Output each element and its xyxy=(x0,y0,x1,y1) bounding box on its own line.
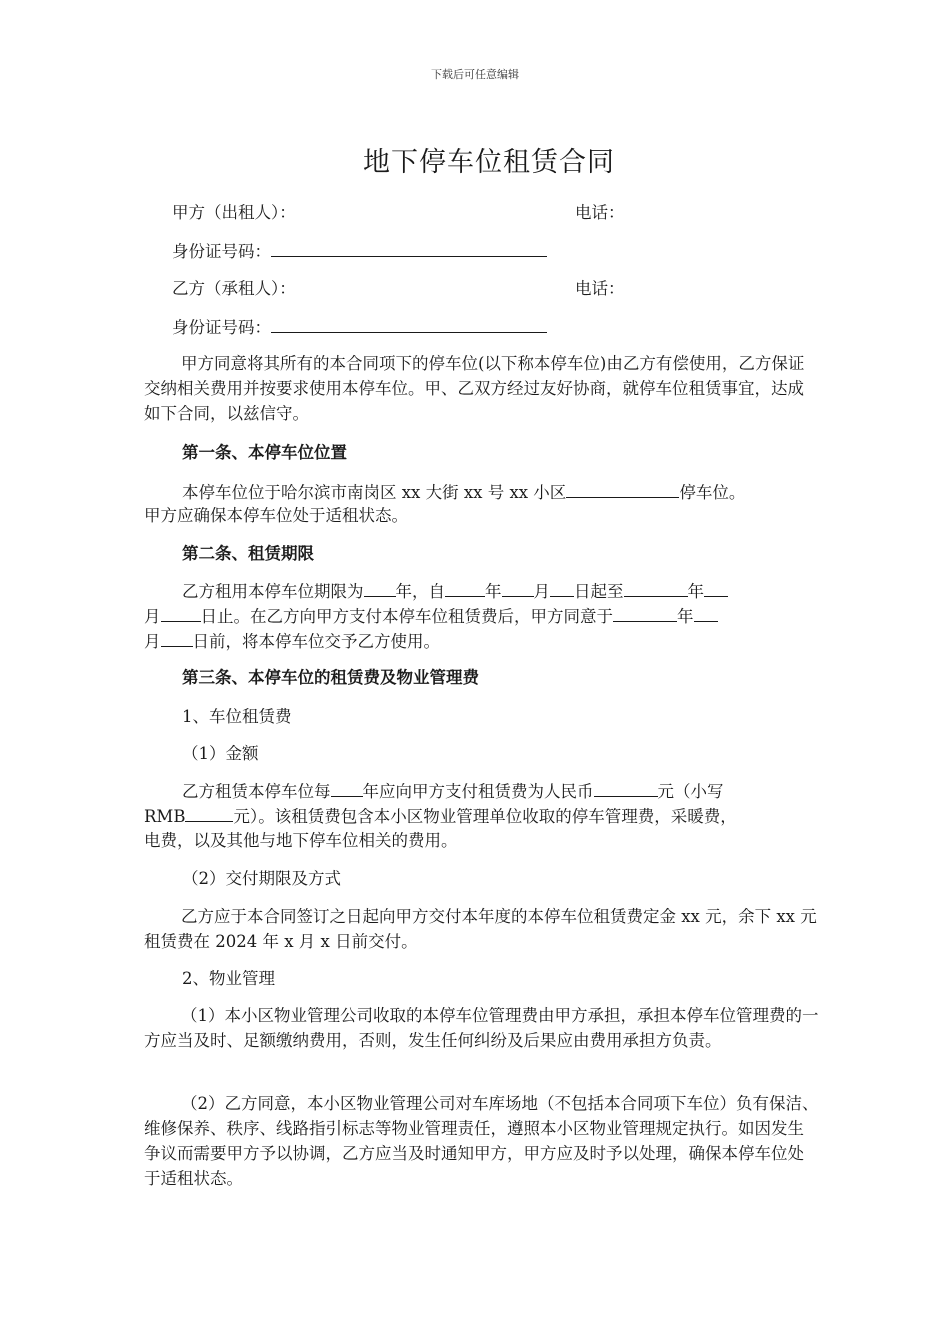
handover-year-blank[interactable] xyxy=(613,603,677,622)
start-year-blank[interactable] xyxy=(445,578,485,597)
section-2-2-paragraph: （2）乙方同意，本小区物业管理公司对车库场地（不包括本合同项下车位）负有保洁、维修保养、秩序、线路指引标志等物业管理责任，遵照本小区物业管理规定执行。如因发生争议而需要甲方予以协调，乙方应当及时通知甲方，甲方应及时予以处理，确保本停车位处于适租状态。 xyxy=(144,1094,819,1188)
intro-paragraph: 甲方同意将其所有的本合同项下的停车位(以下称本停车位)由乙方有偿使用，乙方保证交纳相关费用并按要求使用本停车位。甲、乙双方经过友好协商，就停车位租赁事宜，达成如下合同，以兹信守。 xyxy=(144,354,805,423)
end-day-blank[interactable] xyxy=(161,603,201,622)
start-month-blank[interactable] xyxy=(502,578,534,597)
article-2-line-1: 乙方租用本停车位期限为 年，自 年 月 日起至 年 xyxy=(182,578,728,604)
payment-paragraph: 乙方应于本合同签订之日起向甲方交付本年度的本停车位租赁费定金 xx 元，余下 xx 元租赁费在 2024 年 x 月 x 日前交付。 xyxy=(144,907,817,951)
party-a-id-blank[interactable] xyxy=(271,238,547,257)
party-a-id-label: 身份证号码： xyxy=(172,242,271,261)
party-a-id-line xyxy=(172,238,547,264)
lease-years-blank[interactable] xyxy=(364,578,396,597)
section-2-title: 2、物业管理 xyxy=(182,969,275,988)
article-1-title: 第一条、本停车位位置 xyxy=(182,443,347,462)
article-2-title: 第二条、租赁期限 xyxy=(182,544,314,563)
fee-line-2: RMB 元）。该租赁费包含本小区物业管理单位收取的停车管理费，采暖费， xyxy=(144,803,737,829)
party-a-phone-label: 电话： xyxy=(575,203,625,222)
article-1-line-1: 本停车位位于哈尔滨市南岗区 xx 大街 xx 号 xx 小区 停车位。 xyxy=(182,479,745,505)
end-month-blank-a[interactable] xyxy=(704,578,728,597)
parking-number-blank[interactable] xyxy=(566,479,679,498)
party-b-phone-label: 电话： xyxy=(575,279,625,298)
article-3-title: 第三条、本停车位的租赁费及物业管理费 xyxy=(182,668,479,687)
party-b-id-blank[interactable] xyxy=(271,314,547,333)
fee-line-1: 乙方租赁本停车位每 年应向甲方支付租赁费为人民币 元（小写 xyxy=(182,778,724,804)
start-day-blank[interactable] xyxy=(550,578,574,597)
party-b-id-line xyxy=(172,314,547,340)
party-b-label: 乙方（承租人）： xyxy=(172,279,296,298)
end-year-blank[interactable] xyxy=(624,578,688,597)
fee-rmb-blank[interactable] xyxy=(185,803,233,822)
fee-line-3: 电费，以及其他与地下停车位相关的费用。 xyxy=(144,831,458,850)
section-2-1-paragraph: （1）本小区物业管理公司收取的本停车位管理费由甲方承担，承担本停车位管理费的一方应当及时、足额缴纳费用，否则，发生任何纠纷及后果应由费用承担方负责。 xyxy=(144,1006,819,1050)
article-2-line-3: 月 日前，将本停车位交予乙方使用。 xyxy=(144,628,440,654)
page-header-note: 下载后可任意编辑 xyxy=(431,68,519,81)
section-1-2-title: （2）交付期限及方式 xyxy=(182,869,341,888)
party-a-label: 甲方（出租人）： xyxy=(172,203,296,222)
article-1-line-2: 甲方应确保本停车位处于适租状态。 xyxy=(144,506,408,525)
handover-month-blank-a[interactable] xyxy=(694,603,718,622)
handover-day-blank[interactable] xyxy=(161,628,193,647)
party-b-id-label: 身份证号码： xyxy=(172,318,271,337)
document-title: 地下停车位租赁合同 xyxy=(363,147,615,178)
article-2-line-2: 月 日止。在乙方向甲方支付本停车位租赁费后，甲方同意于 年 xyxy=(144,603,718,629)
section-1-1-title: （1）金额 xyxy=(182,744,259,763)
fee-amount-blank[interactable] xyxy=(594,778,658,797)
section-1-title: 1、车位租赁费 xyxy=(182,707,292,726)
fee-period-blank[interactable] xyxy=(331,778,363,797)
